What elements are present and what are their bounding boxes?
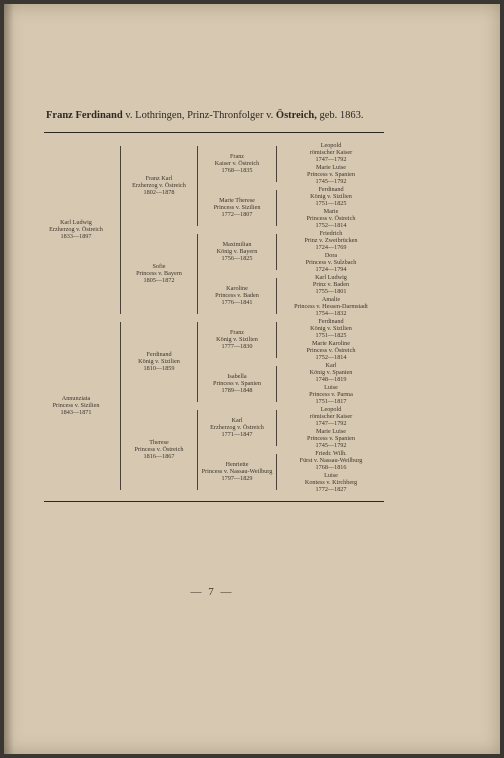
person-dates: 1724—1769: [315, 244, 347, 252]
gg-grandparents-entry: [276, 340, 386, 361]
person-title: römischer Kaiser: [309, 413, 353, 421]
gg-grandparents-entry: [276, 406, 386, 427]
person-title: König v. Sizilien: [310, 193, 352, 201]
person-dates: 1789—1848: [221, 387, 253, 395]
person-title: Princess v. Östreich: [306, 347, 356, 355]
person-dates: 1754—1832: [315, 310, 347, 318]
great-grandparents-entry: [196, 461, 278, 482]
person-title: König v. Bayern: [216, 248, 258, 256]
person-title: König v. Sizilien: [310, 325, 352, 333]
person-name: Ferdinand: [318, 186, 344, 193]
person-dates: 1747—1792: [315, 156, 347, 164]
gg-grandparents-entry: [276, 472, 386, 493]
person-name: Leopold: [320, 406, 342, 413]
person-dates: 1772—1807: [221, 211, 253, 219]
person-name: Marie Karoline: [312, 340, 350, 347]
grandparents-entry: [119, 263, 199, 284]
person-title: Princess v. Nassau-Weilburg: [201, 468, 273, 476]
person-title: römischer Kaiser: [309, 149, 353, 157]
person-name: Ferdinand: [146, 351, 172, 358]
person-title: Erzherzog v. Östreich: [49, 226, 103, 234]
person-name: Annunziata: [61, 395, 91, 402]
great-grandparents-entry: [196, 285, 278, 306]
gg-grandparents-entry: [276, 428, 386, 449]
person-title: Princess v. Östreich: [134, 446, 184, 454]
parents-entry: [36, 219, 116, 240]
gg-grandparents-entry: [276, 142, 386, 163]
person-dates: 1810—1859: [143, 365, 175, 373]
person-name: Isabella: [227, 373, 247, 380]
person-title: König v. Sizilien: [216, 336, 258, 344]
person-name: Friedrich: [319, 230, 343, 237]
person-dates: 1802—1878: [143, 189, 175, 197]
person-dates: 1751—1817: [315, 398, 347, 406]
person-name: Sofie: [152, 263, 166, 270]
person-title: Princess v. Bayern: [136, 270, 182, 278]
page-title: [46, 110, 486, 121]
person-title: Princess v. Östreich: [306, 215, 356, 223]
title-country: Östreich,: [275, 110, 317, 121]
person-dates: 1751—1825: [315, 332, 347, 340]
title-name: Franz Ferdinand: [46, 110, 123, 121]
person-dates: 1752—1814: [315, 354, 347, 362]
person-dates: 1745—1792: [315, 178, 347, 186]
person-name: Amalie: [321, 296, 341, 303]
person-name: Dora: [324, 252, 338, 259]
gg-grandparents-entry: [276, 450, 386, 471]
person-title: Princess v. Sizilien: [213, 204, 261, 212]
person-name: Friedr. Wilh.: [315, 450, 347, 457]
person-name: Maximilian: [222, 241, 252, 248]
gg-grandparents-entry: [276, 208, 386, 229]
title-birth: geb. 1863.: [316, 110, 364, 121]
person-dates: 1755—1801: [315, 288, 347, 296]
person-name: Franz Karl: [145, 175, 173, 182]
bracket-line: [120, 146, 121, 314]
person-title: Princess v. Sulzbach: [305, 259, 357, 267]
grandparents-entry: [119, 439, 199, 460]
great-grandparents-entry: [196, 417, 278, 438]
person-title: Prinz v. Zweibrücken: [304, 237, 358, 245]
person-name: Ferdinand: [318, 318, 344, 325]
person-dates: 1724—1794: [315, 266, 347, 274]
person-name: Leopold: [320, 142, 342, 149]
person-name: Luise: [324, 472, 338, 479]
person-dates: 1772—1827: [315, 486, 347, 494]
person-dates: 1833—1897: [60, 233, 92, 241]
person-title: Erzherzog v. Östreich: [132, 182, 186, 190]
person-title: Prinz v. Baden: [312, 281, 350, 289]
person-dates: 1768—1835: [221, 167, 253, 175]
person-name: Therese: [149, 439, 169, 446]
gg-grandparents-entry: [276, 296, 386, 317]
person-name: Marie: [323, 208, 339, 215]
person-title: Princess v. Sizilien: [52, 402, 100, 410]
gg-grandparents-entry: [276, 252, 386, 273]
table-top-rule: [44, 132, 384, 133]
person-title: König v. Sizilien: [138, 358, 180, 366]
person-dates: 1768—1816: [315, 464, 347, 472]
table-bottom-rule: [44, 501, 384, 502]
person-dates: 1777—1830: [221, 343, 253, 351]
person-name: Karl: [231, 417, 243, 424]
person-name: Karoline: [226, 285, 248, 292]
page-number: — 7 —: [190, 586, 234, 598]
gg-grandparents-entry: [276, 362, 386, 383]
great-grandparents-entry: [196, 153, 278, 174]
person-dates: 1776—1841: [221, 299, 253, 307]
book-page: [4, 4, 500, 754]
person-title: Princess v. Spanien: [213, 380, 261, 388]
gg-grandparents-entry: [276, 230, 386, 251]
person-title: Princess v. Baden: [215, 292, 259, 300]
person-name: Karl Ludwig: [315, 274, 347, 281]
gg-grandparents-entry: [276, 384, 386, 405]
person-title: Princess v. Parma: [309, 391, 353, 399]
person-dates: 1747—1792: [315, 420, 347, 428]
person-title: Kontess v. Kirchberg: [304, 479, 358, 487]
bracket-line: [120, 322, 121, 490]
person-dates: 1751—1825: [315, 200, 347, 208]
person-title: Erzherzog v. Östreich: [210, 424, 264, 432]
title-mid: v. Lothringen, Prinz-Thronfolger v.: [122, 110, 276, 121]
person-dates: 1752—1814: [315, 222, 347, 230]
person-name: Henriette: [225, 461, 249, 468]
person-name: Franz: [229, 329, 245, 336]
grandparents-entry: [119, 351, 199, 372]
gg-grandparents-entry: [276, 186, 386, 207]
person-dates: 1748—1819: [315, 376, 347, 384]
person-dates: 1816—1867: [143, 453, 175, 461]
person-title: Princess v. Spanien: [307, 435, 355, 443]
person-name: Luise: [324, 384, 338, 391]
person-name: Karl: [325, 362, 337, 369]
page-spine-shadow: [4, 4, 14, 754]
person-title: Princess v. Hessen-Darmstadt: [294, 303, 368, 311]
parents-entry: [36, 395, 116, 416]
great-grandparents-entry: [196, 197, 278, 218]
person-name: Karl Ludwig: [60, 219, 92, 226]
person-dates: 1797—1829: [221, 475, 253, 483]
great-grandparents-entry: [196, 241, 278, 262]
grandparents-entry: [119, 175, 199, 196]
person-title: Princess v. Spanien: [307, 171, 355, 179]
person-dates: 1745—1792: [315, 442, 347, 450]
person-dates: 1771—1847: [221, 431, 253, 439]
person-title: Kaiser v. Östreich: [214, 160, 260, 168]
person-title: Fürst v. Nassau-Weilburg: [299, 457, 363, 465]
gg-grandparents-entry: [276, 164, 386, 185]
person-dates: 1756—1825: [221, 255, 253, 263]
person-title: König v. Spanien: [309, 369, 353, 377]
gg-grandparents-entry: [276, 318, 386, 339]
person-dates: 1843—1871: [60, 409, 92, 417]
person-name: Marie Luise: [315, 428, 347, 435]
great-grandparents-entry: [196, 373, 278, 394]
great-grandparents-entry: [196, 329, 278, 350]
person-name: Marie Therese: [219, 197, 255, 204]
person-name: Marie Luise: [315, 164, 347, 171]
gg-grandparents-entry: [276, 274, 386, 295]
person-dates: 1805—1872: [143, 277, 175, 285]
person-name: Franz: [229, 153, 245, 160]
